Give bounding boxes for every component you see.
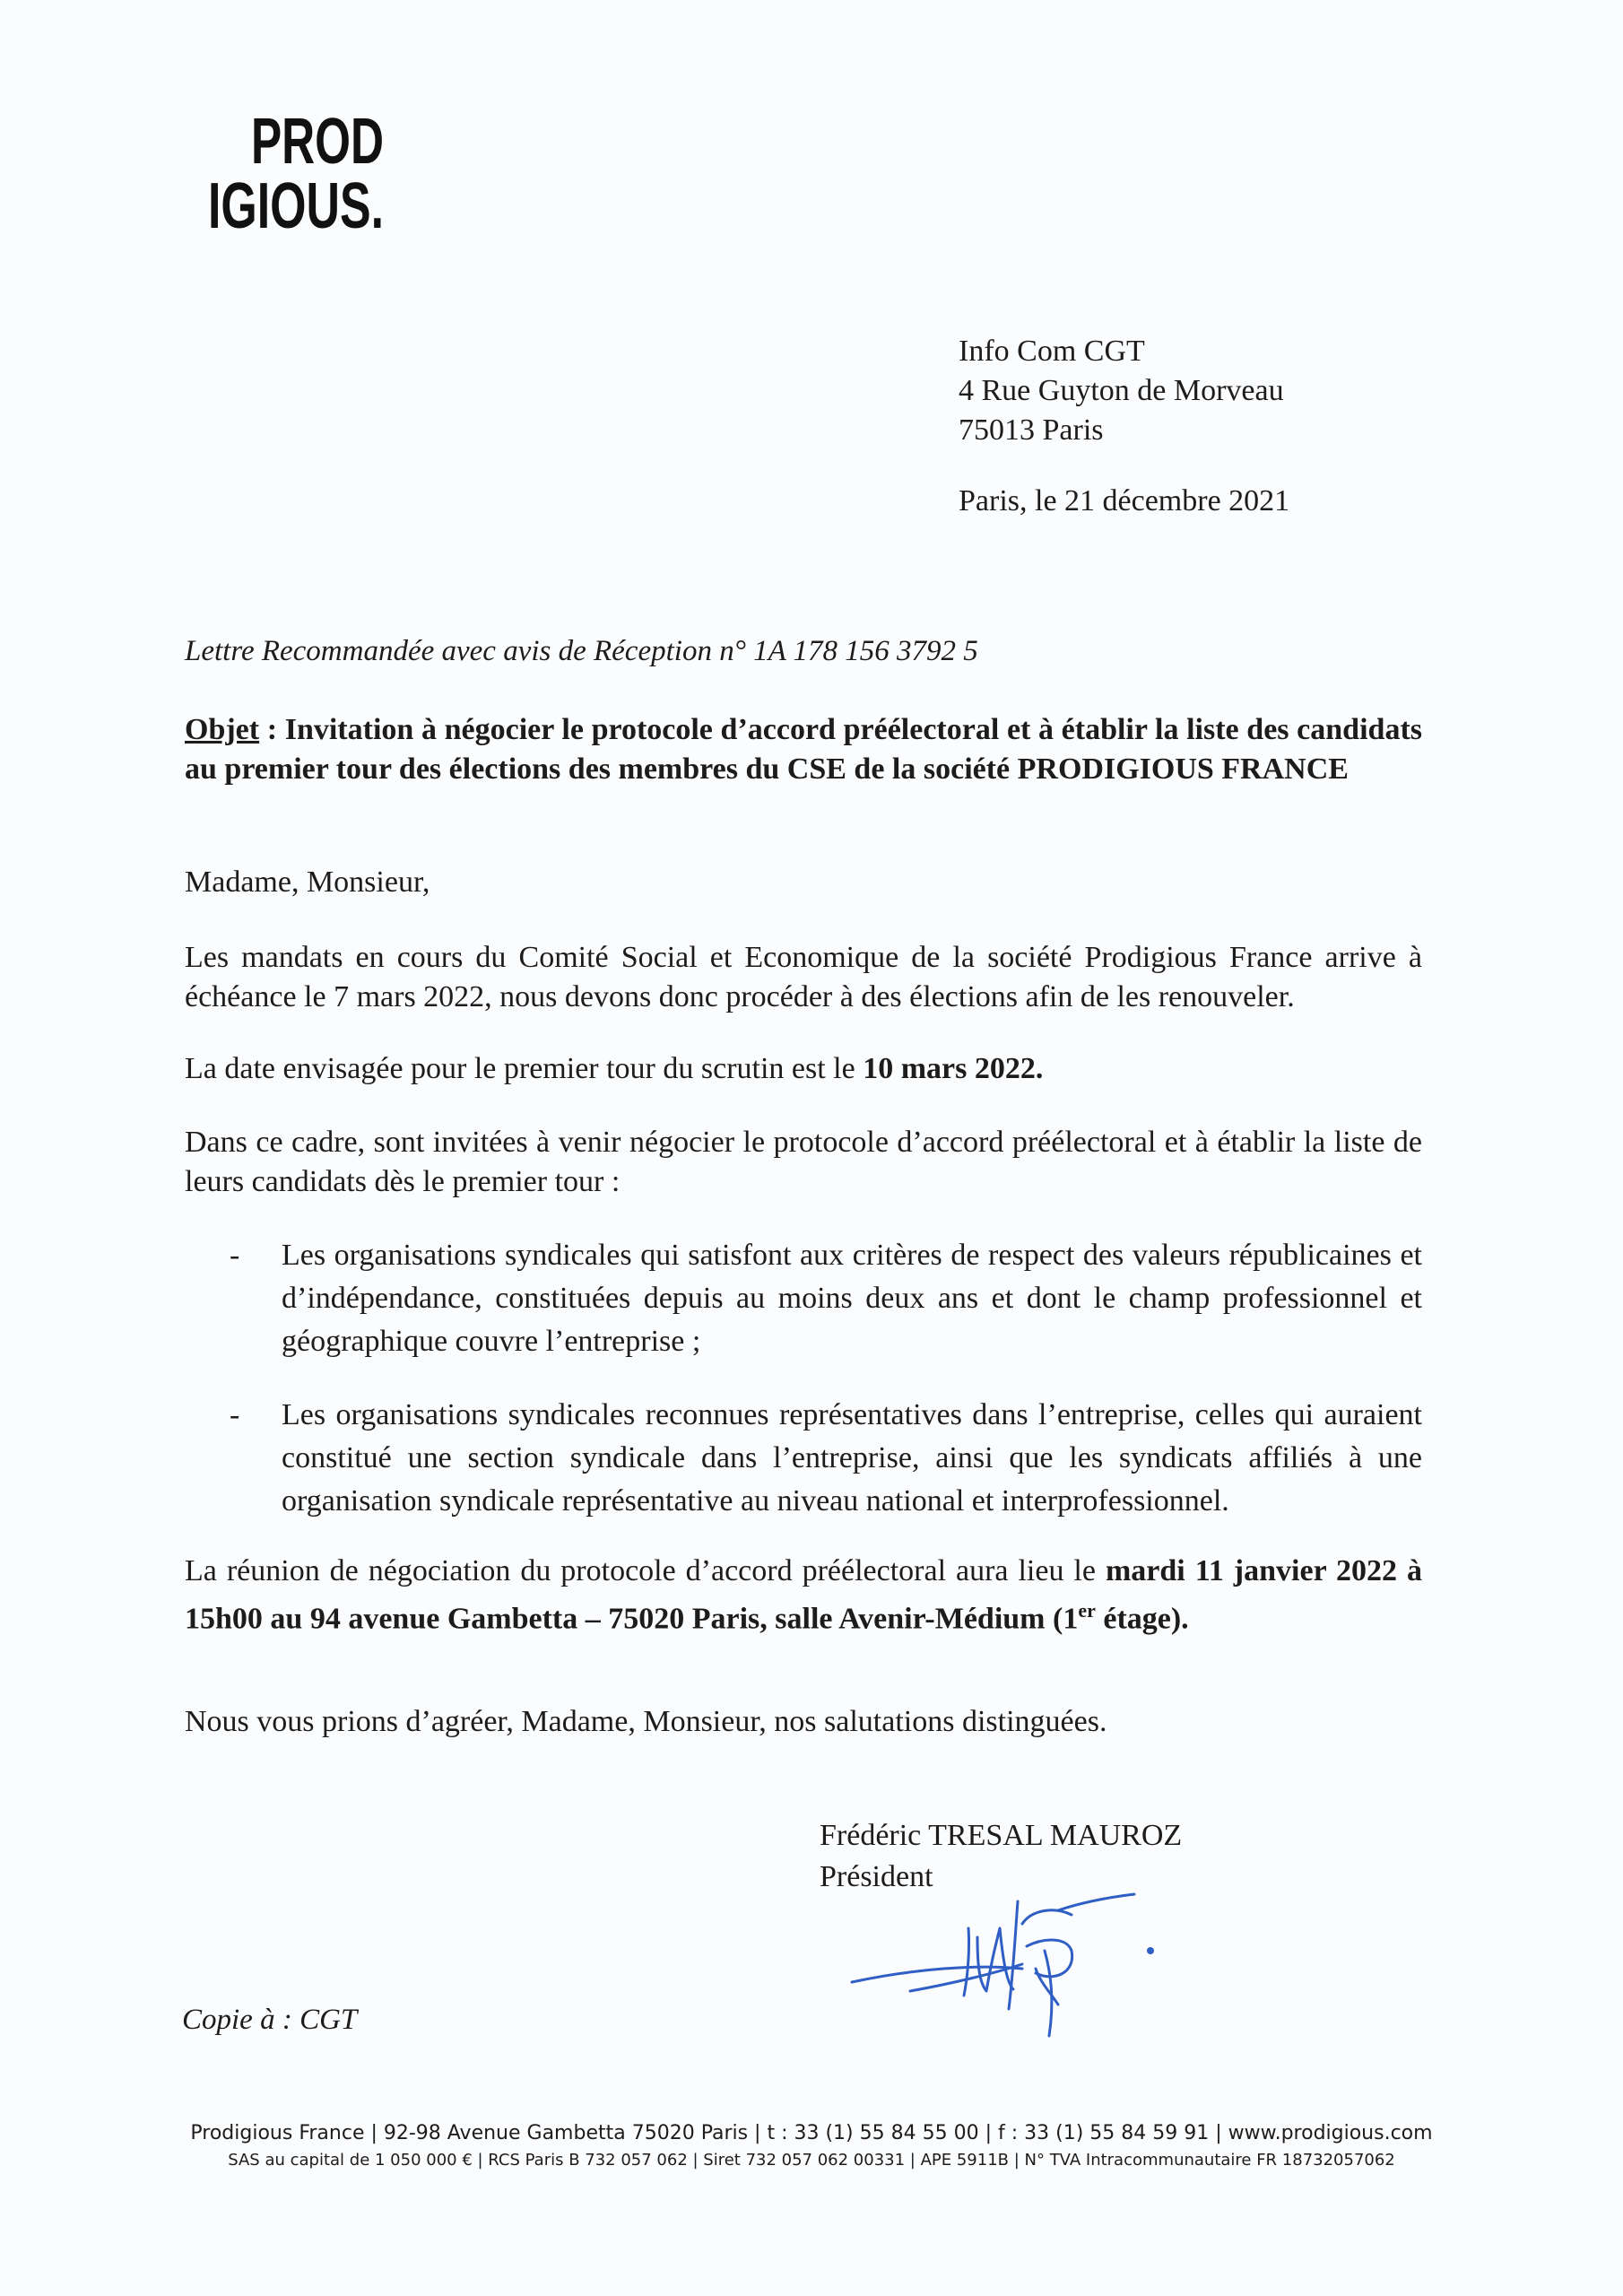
election-date-value: 10 mars 2022.: [863, 1052, 1044, 1085]
signatory-name: Frédéric TRESAL MAUROZ: [820, 1819, 1183, 1852]
bullet-text: Les organisations syndicales reconnues représentatives dans l’entreprise, celles qui auraient constitué une section syndicale dans l’entreprise, ainsi que les syndicats affiliés à une organisation syndicale représentative au niveau national et interprofessionnel.: [282, 1398, 1422, 1518]
meeting-text: La réunion de négociation du protocole d’accord préélectoral aura lieu le: [185, 1554, 1106, 1587]
registered-mail-number: Lettre Recommandée avec avis de Réception n° 1A 178 156 3792 5: [185, 635, 978, 667]
company-logo: [204, 106, 402, 246]
salutation: Madame, Monsieur,: [185, 865, 430, 899]
letter-date: Paris, le 21 décembre 2021: [959, 484, 1290, 517]
election-date-text: La date envisagée pour le premier tour du scrutin est le: [185, 1052, 864, 1085]
handwritten-signature: [843, 1883, 1166, 2045]
logo-line-1: PROD: [251, 106, 384, 178]
footer-legal: SAS au capital de 1 050 000 € | RCS Paris B 732 057 062 | Siret 732 057 062 00331 | APE 5911B | N° TVA Intracommunautaire FR 18732057062: [228, 2151, 1395, 2170]
recipient-city: 75013 Paris: [959, 413, 1104, 447]
recipient-street: 4 Rue Guyton de Morveau: [959, 374, 1284, 407]
recipient-name: Info Com CGT: [959, 335, 1145, 368]
logo-line-2: IGIOUS.: [208, 170, 384, 242]
recipient-address: [959, 332, 1284, 450]
subject-text: : Invitation à négocier le protocole d’accord préélectoral et à établir la liste des candidats au premier tour des élections des membres du CSE de la société PRODIGIOUS FRANCE: [185, 713, 1422, 786]
subject-label: Objet: [185, 713, 260, 746]
footer-contact: Prodigious France | 92-98 Avenue Gambetta 75020 Paris | t : 33 (1) 55 84 55 00 | f : 33 (1) 55 84 59 91 | www.prodigious.com: [190, 2122, 1433, 2144]
closing-formula: Nous vous prions d’agréer, Madame, Monsieur, nos salutations distinguées.: [185, 1705, 1107, 1738]
subject-line: [185, 710, 1422, 789]
paragraph-invitation: Dans ce cadre, sont invitées à venir négocier le protocole d’accord préélectoral et à établir la liste de leurs candidats dès le premier tour :: [185, 1126, 1422, 1198]
bullet-text: Les organisations syndicales qui satisfont aux critères de respect des valeurs républicaines et d’indépendance, constituées depuis au moins deux ans et dont le champ professionnel et géographique couvre l’entreprise ;: [282, 1239, 1422, 1358]
bullet-dash: -: [230, 1239, 240, 1272]
paragraph-election-date: [185, 1049, 1422, 1089]
paragraph-mandates: Les mandats en cours du Comité Social et Economique de la société Prodigious France arrive à échéance le 7 mars 2022, nous devons donc procéder à des élections afin de les renouveler.: [185, 941, 1422, 1013]
copy-recipient: Copie à : CGT: [182, 2004, 358, 2036]
meeting-floor-sup: er: [1078, 1599, 1096, 1622]
bullet-dash: -: [230, 1398, 240, 1431]
meeting-details-end: étage).: [1095, 1602, 1189, 1636]
paragraph-meeting: [185, 1552, 1422, 1639]
meeting-details: mardi 11 janvier 2022 à 15h00 au 94 avenue Gambetta – 75020 Paris, salle Avenir-Médium (1: [185, 1554, 1422, 1636]
signatory-title: Président: [820, 1860, 933, 1893]
